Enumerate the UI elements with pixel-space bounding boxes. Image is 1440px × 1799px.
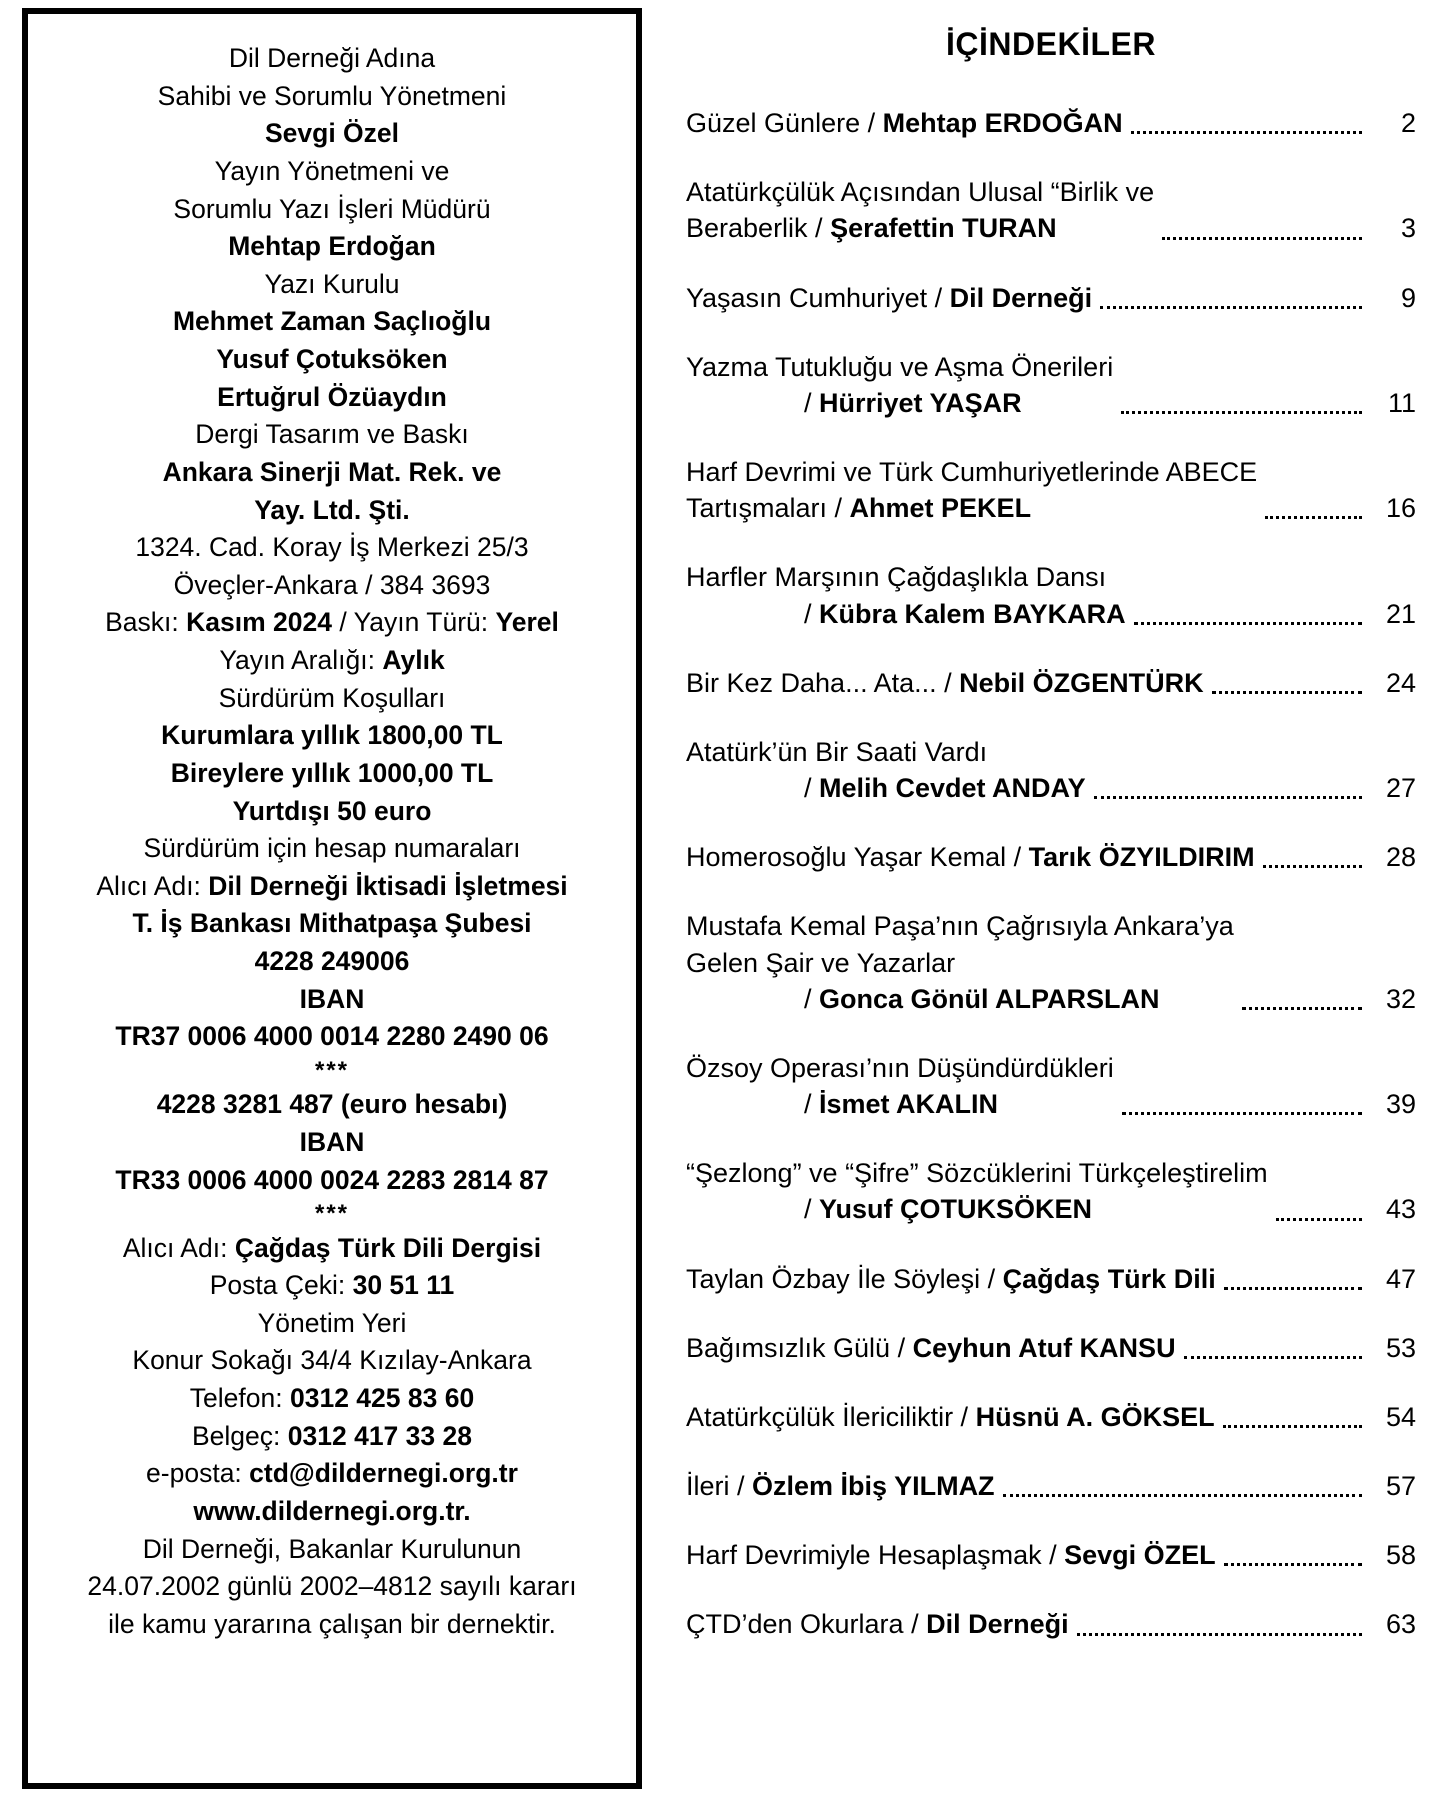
toc-entry-line — [686, 1261, 1216, 1297]
toc-page-number: 63 — [1385, 1609, 1416, 1640]
masthead-line: Dergi Tasarım ve Baskı — [195, 419, 469, 450]
toc-entry-text — [686, 454, 1257, 526]
toc-page-number: 32 — [1385, 983, 1416, 1014]
toc-entry-title: Atatürk’ün Bir Saati Vardı — [686, 736, 988, 767]
masthead-line: Sahibi ve Sorumlu Yönetmeni — [157, 80, 507, 111]
toc-entry-title: Atatürkçülük İlericiliktir / — [686, 1401, 976, 1432]
toc-page-number: 16 — [1385, 493, 1416, 524]
toc-leader-dots — [1223, 1424, 1362, 1428]
masthead-line: Konur Sokağı 34/4 Kızılay-Ankara — [132, 1345, 532, 1376]
toc-entry-author: Yusuf ÇOTUKSÖKEN — [819, 1194, 1093, 1225]
masthead-line: Yazı Kurulu — [264, 268, 400, 299]
toc-entry[interactable] — [686, 1606, 1416, 1642]
toc-entry-line — [686, 490, 1257, 526]
toc-entry-author: Dil Derneği — [949, 282, 1093, 313]
toc-entry[interactable] — [686, 908, 1416, 1017]
toc-entry-author: Tarık ÖZYILDIRIM — [1028, 842, 1255, 873]
toc-leader-dots — [1162, 236, 1362, 240]
toc-page-number: 3 — [1400, 213, 1416, 244]
masthead-line: ile kamu yararına çalışan bir dernektir. — [108, 1608, 556, 1639]
toc-page-number: 9 — [1400, 282, 1416, 313]
toc-leader-dots — [1134, 621, 1362, 625]
toc-entry-text — [686, 174, 1154, 246]
masthead-line: Dil Derneği Adına — [228, 43, 436, 73]
masthead-line: Sorumlu Yazı İşleri Müdürü — [173, 193, 491, 224]
toc-entry-line — [686, 981, 1234, 1017]
masthead-separator: *** — [314, 1056, 350, 1084]
toc-entry-author: Kübra Kalem BAYKARA — [819, 598, 1126, 629]
masthead-line: IBAN — [299, 1126, 365, 1157]
toc-entry-title: Gelen Şair ve Yazarlar — [686, 947, 956, 978]
toc-entry-author: Sevgi ÖZEL — [1064, 1540, 1216, 1571]
toc-entry[interactable] — [686, 559, 1416, 631]
masthead-line: TR33 0006 4000 0024 2283 2814 87 — [115, 1164, 549, 1195]
toc-entry-text — [686, 105, 1123, 141]
toc-entry-title: Harfler Marşının Çağdaşlıkla Dansı — [686, 562, 1107, 593]
toc-entry-line — [686, 596, 1126, 632]
toc-page-number: 43 — [1385, 1194, 1416, 1225]
toc-entry-text — [686, 1155, 1268, 1227]
toc-entry-author: Ahmet PEKEL — [849, 493, 1032, 524]
toc-page-number: 2 — [1400, 108, 1416, 138]
toc-leader-dots — [1003, 1493, 1362, 1497]
toc-entry-author: Mehtap ERDOĞAN — [882, 108, 1123, 138]
toc-entry-text — [686, 1468, 995, 1504]
masthead-line: 1324. Cad. Koray İş Merkezi 25/3 — [135, 532, 529, 563]
toc-entry-line — [686, 174, 1154, 210]
toc-entry-title: Yazma Tutukluğu ve Aşma Önerileri — [686, 351, 1114, 382]
toc-leader-dots — [1212, 690, 1362, 694]
masthead-line: Belgeç: 0312 417 33 28 — [192, 1420, 472, 1451]
toc-entry[interactable] — [686, 665, 1416, 701]
toc-entry-text — [686, 1399, 1215, 1435]
toc-entry-line — [686, 1537, 1216, 1573]
masthead-line: Yayın Aralığı: Aylık — [219, 645, 445, 675]
toc-entry-text — [686, 734, 1086, 806]
toc-entry[interactable] — [686, 1050, 1416, 1122]
masthead-line: Yurtdışı 50 euro — [232, 795, 432, 826]
masthead-line: Mehtap Erdoğan — [228, 231, 436, 262]
toc-leader-dots — [1263, 864, 1362, 868]
toc-entry-line — [686, 559, 1126, 595]
toc-entry-title: Güzel Günlere / — [686, 108, 883, 138]
toc-leader-dots — [1184, 1355, 1362, 1359]
toc-entry-line — [686, 665, 1204, 701]
toc-entry-author: Çağdaş Türk Dili — [1002, 1263, 1216, 1294]
toc-entry-text — [686, 1050, 1114, 1122]
masthead-line: www.dildernegi.org.tr. — [193, 1495, 471, 1526]
toc-entry-line — [686, 1606, 1069, 1642]
toc-entry-title: Harf Devrimiyle Hesaplaşmak / — [686, 1540, 1065, 1571]
toc-entry[interactable] — [686, 349, 1416, 421]
toc-entry[interactable] — [686, 1537, 1416, 1573]
toc-entry-line — [686, 1468, 995, 1504]
toc-entry-line — [686, 1050, 1114, 1086]
masthead-line: Yay. Ltd. Şti. — [254, 494, 410, 525]
toc-entry-title: Beraberlik / — [686, 213, 831, 244]
toc-entry-title: / — [804, 1089, 820, 1120]
toc-entry-line — [686, 210, 1154, 246]
toc-leader-dots — [1224, 1286, 1362, 1290]
toc-entry-text — [686, 349, 1113, 421]
toc-entry-line — [686, 770, 1086, 806]
toc-page-number: 11 — [1387, 387, 1416, 418]
toc-leader-dots — [1265, 515, 1362, 519]
toc-entry-author: İsmet AKALIN — [819, 1089, 999, 1120]
masthead-line: IBAN — [299, 983, 365, 1014]
table-of-contents — [642, 8, 1422, 1789]
toc-leader-dots — [1094, 795, 1362, 799]
toc-page-number: 24 — [1385, 667, 1416, 698]
masthead-line: Yönetim Yeri — [257, 1307, 407, 1338]
masthead-imprint-box — [22, 8, 642, 1789]
toc-entry[interactable] — [686, 174, 1416, 246]
toc-entry-title: Tartışmaları / — [686, 493, 850, 524]
toc-entry-text — [686, 280, 1092, 316]
toc-page-number: 54 — [1385, 1401, 1416, 1432]
toc-entry[interactable] — [686, 734, 1416, 806]
masthead-line: Baskı: Kasım 2024 / Yayın Türü: Yerel — [105, 607, 559, 638]
toc-entry-title: Özsoy Operası’nın Düşündürdükleri — [686, 1052, 1114, 1083]
toc-entry[interactable] — [686, 454, 1416, 526]
toc-entry-text — [686, 1606, 1069, 1642]
toc-page-number: 39 — [1385, 1089, 1416, 1120]
toc-leader-dots — [1100, 305, 1362, 309]
toc-entry-title: “Şezlong” ve “Şifre” Sözcüklerini Türkçeleştirelim — [686, 1158, 1268, 1189]
toc-entry-title: Bir Kez Daha... Ata... / — [686, 667, 960, 698]
masthead-line: Sürdürüm için hesap numaraları — [143, 833, 521, 864]
toc-page-number: 28 — [1385, 842, 1416, 873]
masthead-line: TR37 0006 4000 0014 2280 2490 06 — [115, 1021, 549, 1052]
toc-leader-dots — [1224, 1562, 1362, 1566]
toc-entry-title: / — [804, 983, 820, 1014]
masthead-line: e-posta: ctd@dildernegi.org.tr — [146, 1458, 518, 1489]
masthead-line: Posta Çeki: 30 51 11 — [209, 1270, 455, 1301]
toc-entry-author: Dil Derneği — [926, 1609, 1069, 1640]
toc-entry-author: Özlem İbiş YILMAZ — [752, 1471, 995, 1502]
toc-entry-title: Atatürkçülük Açısından Ulusal “Birlik ve — [686, 177, 1155, 208]
toc-entry-author: Gonca Gönül ALPARSLAN — [819, 983, 1160, 1014]
toc-entry-line — [686, 280, 1092, 316]
toc-entry[interactable] — [686, 1330, 1416, 1366]
toc-leader-dots — [1122, 1111, 1362, 1115]
toc-entry-title: Yaşasın Cumhuriyet / — [686, 282, 950, 313]
toc-entry-line — [686, 454, 1257, 490]
toc-entry[interactable] — [686, 1399, 1416, 1435]
masthead-line: Sevgi Özel — [264, 118, 400, 149]
toc-leader-dots — [1121, 410, 1362, 414]
toc-entry-author: Şerafettin TURAN — [830, 213, 1057, 244]
toc-leader-dots — [1276, 1217, 1362, 1221]
toc-entry[interactable] — [686, 280, 1416, 316]
toc-entry-author: Hüsnü A. GÖKSEL — [975, 1401, 1215, 1432]
masthead-line: Bireylere yıllık 1000,00 TL — [170, 757, 494, 788]
toc-entry-title: Homerosoğlu Yaşar Kemal / — [686, 842, 1029, 873]
toc-entry-text — [686, 665, 1204, 701]
masthead-line: 24.07.2002 günlü 2002–4812 sayılı kararı — [87, 1571, 577, 1602]
masthead-line: Alıcı Adı: Çağdaş Türk Dili Dergisi — [122, 1232, 542, 1263]
toc-page-number: 53 — [1385, 1332, 1416, 1363]
toc-leader-dots — [1242, 1006, 1362, 1010]
toc-entry-title: / — [804, 387, 820, 418]
toc-entry-text — [686, 559, 1126, 631]
toc-entry-line — [686, 1399, 1215, 1435]
toc-entry-line — [686, 908, 1234, 944]
toc-entry-title: / — [804, 773, 820, 804]
toc-entry-line — [686, 1086, 1114, 1122]
toc-page-number: 57 — [1385, 1471, 1416, 1502]
toc-entry[interactable] — [686, 1468, 1416, 1504]
toc-page-number: 21 — [1385, 598, 1416, 629]
toc-entry-title: / — [804, 1194, 820, 1225]
masthead-line: Yusuf Çotuksöken — [216, 344, 448, 374]
toc-entry-author: Ceyhun Atuf KANSU — [912, 1332, 1176, 1363]
toc-entry-title: İleri / — [686, 1471, 753, 1502]
toc-entry-list — [686, 105, 1416, 1643]
toc-entry[interactable] — [686, 105, 1416, 141]
toc-entry-title: Mustafa Kemal Paşa’nın Çağrısıyla Ankara’ya — [686, 911, 1234, 942]
toc-entry-text — [686, 839, 1255, 875]
masthead-line: Yayın Yönetmeni ve — [214, 155, 450, 186]
toc-entry-line — [686, 945, 1234, 981]
toc-entry[interactable] — [686, 1261, 1416, 1297]
toc-entry-title: Taylan Özbay İle Söyleşi / — [686, 1263, 1003, 1294]
toc-entry-text — [686, 1330, 1176, 1366]
toc-entry-text — [686, 1261, 1216, 1297]
masthead-line: Ertuğrul Özüaydın — [217, 381, 447, 412]
toc-entry-line — [686, 349, 1113, 385]
toc-entry-line — [686, 1330, 1176, 1366]
masthead-line: Alıcı Adı: Dil Derneği İktisadi İşletmesi — [96, 870, 568, 901]
toc-entry-text — [686, 1537, 1216, 1573]
toc-entry-title: Bağımsızlık Gülü / — [686, 1332, 913, 1363]
toc-leader-dots — [1077, 1632, 1362, 1636]
toc-entry-line — [686, 839, 1255, 875]
masthead-line: Sürdürüm Koşulları — [218, 682, 446, 713]
masthead-line: 4228 249006 — [254, 946, 410, 976]
toc-entry-title: ÇTD’den Okurlara / — [686, 1609, 927, 1640]
masthead-line: Dil Derneği, Bakanlar Kurulunun — [142, 1533, 522, 1564]
masthead-line: T. İş Bankası Mithatpaşa Şubesi — [132, 908, 532, 939]
toc-title: İÇİNDEKİLER — [946, 26, 1156, 62]
toc-entry-author: Hürriyet YAŞAR — [819, 387, 1022, 418]
toc-page-number: 47 — [1385, 1263, 1416, 1294]
masthead-line: Kurumlara yıllık 1800,00 TL — [161, 720, 503, 751]
toc-entry-line — [686, 105, 1123, 141]
toc-leader-dots — [1131, 130, 1362, 134]
masthead-line: 4228 3281 487 (euro hesabı) — [156, 1089, 508, 1120]
toc-entry[interactable] — [686, 839, 1416, 875]
toc-page-number: 58 — [1385, 1540, 1416, 1571]
masthead-line: Mehmet Zaman Saçlıoğlu — [172, 306, 492, 337]
toc-entry[interactable] — [686, 1155, 1416, 1227]
toc-page-number: 27 — [1385, 773, 1416, 804]
toc-entry-author: Melih Cevdet ANDAY — [819, 773, 1086, 804]
toc-entry-line — [686, 1191, 1268, 1227]
masthead-line: Ankara Sinerji Mat. Rek. ve — [162, 456, 502, 487]
toc-entry-line — [686, 1155, 1268, 1191]
toc-entry-title: / — [804, 598, 820, 629]
masthead-line: Telefon: 0312 425 83 60 — [189, 1383, 475, 1414]
masthead-line: Öveçler-Ankara / 384 3693 — [173, 569, 491, 600]
toc-entry-text — [686, 908, 1234, 1017]
masthead-separator: *** — [314, 1200, 350, 1228]
toc-entry-title: Harf Devrimi ve Türk Cumhuriyetlerinde ABECE — [686, 457, 1258, 488]
toc-entry-line — [686, 385, 1113, 421]
toc-entry-author: Nebil ÖZGENTÜRK — [959, 667, 1204, 698]
toc-entry-line — [686, 734, 1086, 770]
